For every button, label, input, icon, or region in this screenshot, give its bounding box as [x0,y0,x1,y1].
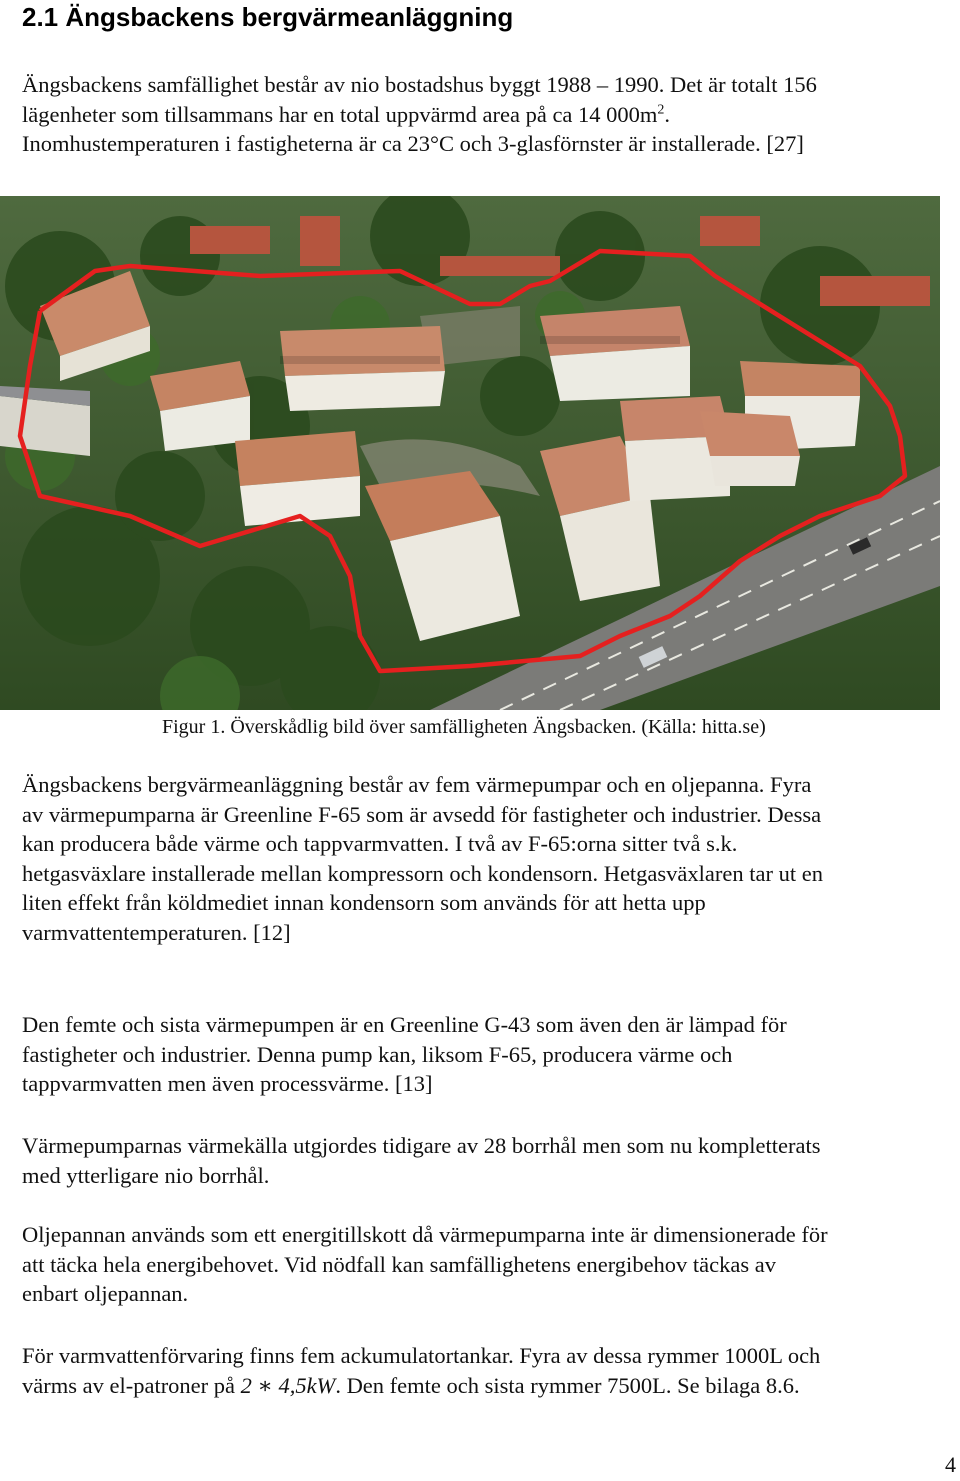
text-line: av värmepumparna är Greenline F-65 som är avsedd för fastigheter och industrier. Dessa [22,801,822,827]
aerial-photo-illustration [0,196,940,710]
paragraph-hot-water-storage [22,1341,952,1400]
paragraph-oil-boiler [22,1220,952,1309]
superscript: 2 [657,102,665,118]
figure-caption: Figur 1. Överskådlig bild över samfälligheten Ängsbacken. (Källa: hitta.se) [162,716,766,738]
intro-paragraph [22,70,952,159]
text-line: tappvarmvatten men även processvärme. [13] [22,1071,433,1097]
text-line: Ängsbackens samfällighet består av nio bostadshus byggt 1988 – 1990. Det är totalt 156 [22,72,817,97]
text-line: Värmepumparnas värmekälla utgjordes tidigare av 28 borrhål men som nu kompletterats [22,1133,821,1158]
page-number: 4 [945,1452,956,1477]
text-line: med ytterligare nio borrhål. [22,1162,270,1188]
text-line: varmvattentemperaturen. [12] [22,919,291,945]
paragraph-fifth-pump [22,1010,952,1099]
text-line: Oljepannan används som ett energitillskott då värmepumparna inte är dimensionerade för [22,1222,828,1247]
math-expression: 2 ∗ 4,5kW [240,1372,336,1398]
text-span: värms av el-patroner på [22,1372,236,1398]
text-line: enbart oljepannan. [22,1281,189,1307]
text-span: . Den femte och sista rymmer 7500L. Se bilaga 8.6. [335,1372,800,1398]
text-line: Den femte och sista värmepumpen är en Greenline G-43 som även den är lämpad för [22,1012,787,1037]
aerial-photo [0,196,940,710]
text-line: För varmvattenförvaring finns fem ackumulatortankar. Fyra av dessa rymmer 1000L och [22,1343,821,1368]
text-line: Inomhustemperaturen i fastigheterna är ca 23°C och 3-glasförnster är installerade. [27] [22,131,804,157]
text-span: . [664,101,671,127]
text-line: hetgasväxlare installerade mellan kompressorn och kondensorn. Hetgasväxlaren tar ut en [22,860,823,886]
text-line: att täcka hela energibehovet. Vid nödfall kan samfällighetens energibehov täckas av [22,1251,777,1277]
text-line: Ängsbackens bergvärmeanläggning består av fem värmepumpar och en oljepanna. Fyra [22,772,812,797]
text-line: kan producera både värme och tappvarmvatten. I två av F-65:orna sitter två s.k. [22,831,738,857]
paragraph-boreholes [22,1131,952,1190]
section-heading: 2.1 Ängsbackens bergvärmeanläggning [22,2,514,32]
text-line: fastigheter och industrier. Denna pump kan, liksom F-65, producera värme och [22,1041,733,1067]
paragraph-heat-pumps [22,770,952,948]
text-line [22,100,952,130]
text-line: liten effekt från köldmediet innan kondensorn som används för att hetta upp [22,890,706,916]
text-span: lägenheter som tillsammans har en total uppvärmd area på ca 14 000m [22,101,658,127]
text-line [22,1371,952,1401]
